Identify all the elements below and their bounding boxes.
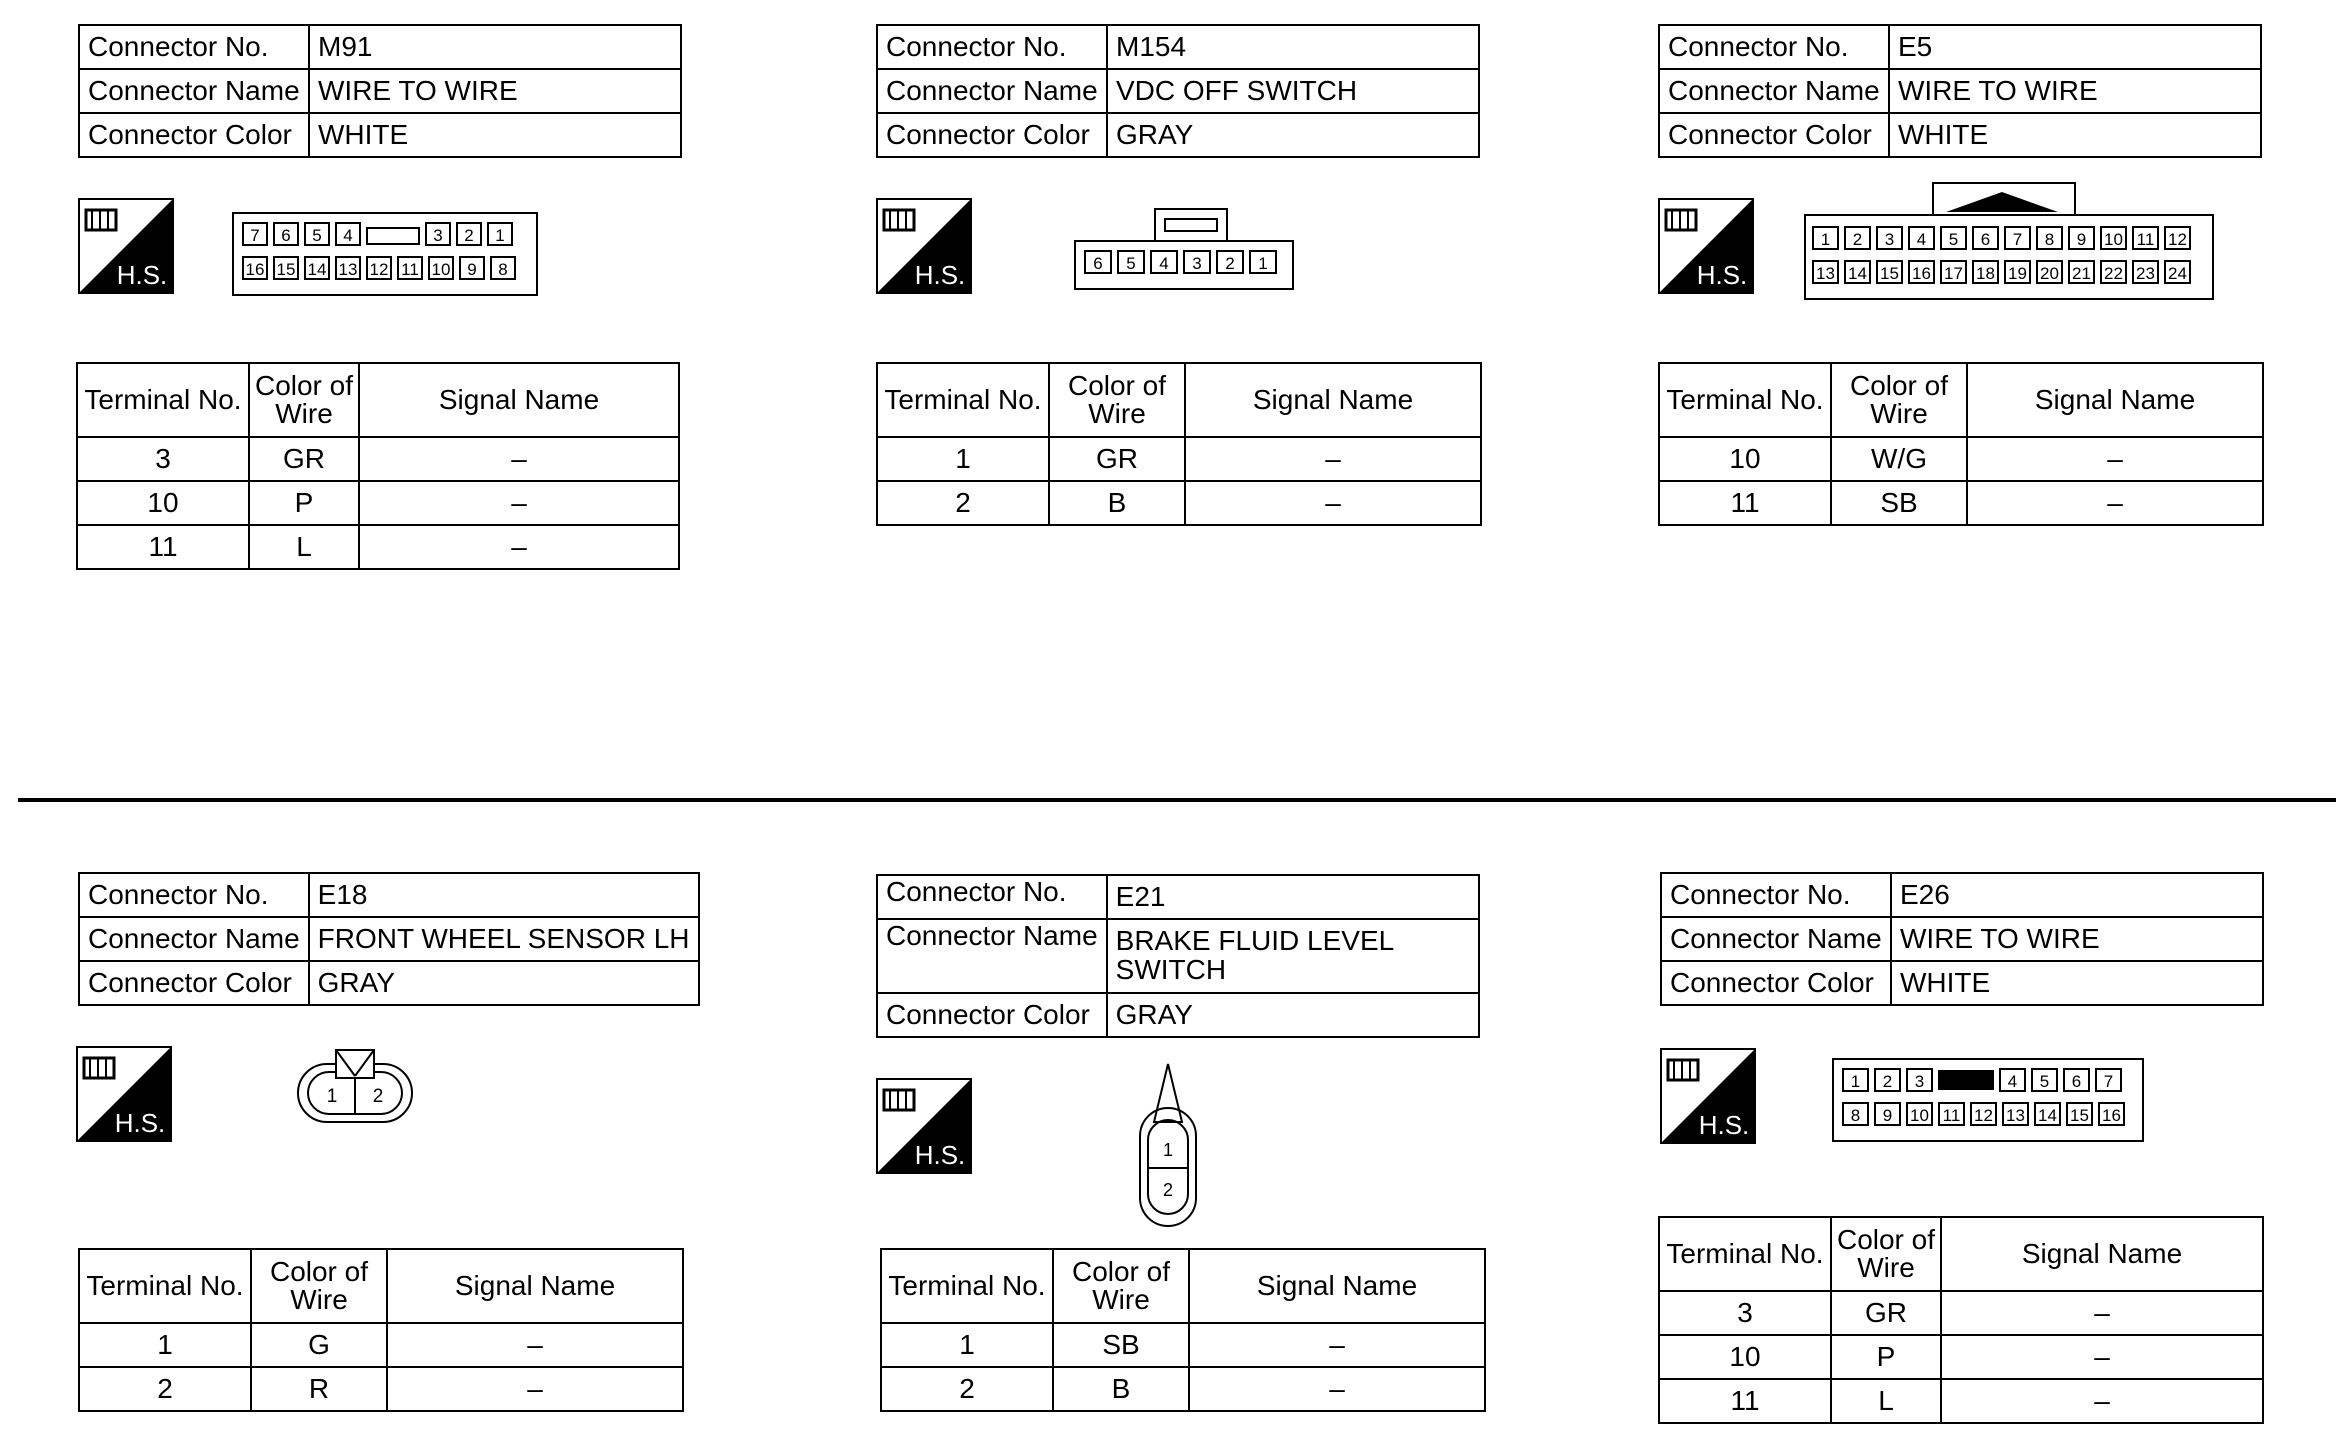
table-row: 1 G – bbox=[79, 1323, 683, 1367]
pin: 15 bbox=[2066, 1102, 2093, 1126]
lock-tab bbox=[366, 227, 420, 245]
header-signal-name: Signal Name bbox=[359, 363, 679, 437]
header-signal-name: Signal Name bbox=[387, 1249, 683, 1323]
pin: 10 bbox=[428, 256, 454, 280]
pin: 3 bbox=[1183, 250, 1211, 274]
table-row: 11 L – bbox=[77, 525, 679, 569]
pin: 9 bbox=[2068, 226, 2095, 250]
terminal-table bbox=[880, 1248, 1486, 1412]
label-connector-color: Connector Color bbox=[877, 993, 1107, 1037]
table-row: 3 GR – bbox=[1659, 1291, 2263, 1335]
svg-text:H.S.: H.S. bbox=[914, 1140, 966, 1170]
header-color-of-wire: Color of Wire bbox=[1053, 1249, 1189, 1323]
pin: 20 bbox=[2036, 260, 2063, 284]
hs-badge-icon bbox=[1660, 1048, 1756, 1144]
header-signal-name: Signal Name bbox=[1185, 363, 1481, 437]
pin: 23 bbox=[2132, 260, 2159, 284]
connector-no-value: E5 bbox=[1889, 25, 2261, 69]
table-row: 3 GR – bbox=[77, 437, 679, 481]
connector-color-value: GRAY bbox=[1107, 993, 1479, 1037]
hs-badge-icon bbox=[78, 198, 174, 294]
lock-tab bbox=[1938, 1070, 1994, 1090]
connector-color-value: WHITE bbox=[1891, 961, 2263, 1005]
label-connector-no: Connector No. bbox=[1661, 873, 1891, 917]
connector-name-value: BRAKE FLUID LEVEL SWITCH bbox=[1107, 919, 1479, 993]
connector-no-value: E26 bbox=[1891, 873, 2263, 917]
table-row: 2 B – bbox=[877, 481, 1481, 525]
label-connector-name: Connector Name bbox=[79, 917, 309, 961]
connector-info-table bbox=[876, 24, 1480, 158]
svg-text:H.S.: H.S. bbox=[1696, 260, 1748, 290]
header-color-of-wire: Color of Wire bbox=[249, 363, 359, 437]
table-row: 10 P – bbox=[77, 481, 679, 525]
pin: 11 bbox=[1938, 1102, 1965, 1126]
pin: 22 bbox=[2100, 260, 2127, 284]
hs-badge-icon bbox=[876, 1078, 972, 1174]
pin: 17 bbox=[1940, 260, 1967, 284]
label-connector-name: Connector Name bbox=[79, 69, 309, 113]
connector-panel-m154 bbox=[876, 24, 1480, 158]
connector-info-table bbox=[78, 872, 700, 1006]
connector-lock bbox=[1154, 208, 1228, 242]
pin: 5 bbox=[1117, 250, 1145, 274]
pin: 24 bbox=[2164, 260, 2191, 284]
pin: 19 bbox=[2004, 260, 2031, 284]
pin: 3 bbox=[1876, 226, 1903, 250]
terminal-table-wrap bbox=[1658, 362, 2264, 526]
pin: 8 bbox=[1842, 1102, 1869, 1126]
label-connector-color: Connector Color bbox=[877, 113, 1107, 157]
pin: 11 bbox=[397, 256, 423, 280]
table-row: 2 B – bbox=[881, 1367, 1485, 1411]
header-color-of-wire: Color of Wire bbox=[251, 1249, 387, 1323]
label-connector-color: Connector Color bbox=[1661, 961, 1891, 1005]
connector-color-value: WHITE bbox=[1889, 113, 2261, 157]
connector-face-m91 bbox=[232, 212, 538, 296]
header-color-of-wire: Color of Wire bbox=[1049, 363, 1185, 437]
pin: 9 bbox=[459, 256, 485, 280]
pin: 4 bbox=[335, 222, 361, 246]
label-connector-color: Connector Color bbox=[1659, 113, 1889, 157]
pin: 2 bbox=[372, 1086, 384, 1107]
label-connector-no: Connector No. bbox=[877, 25, 1107, 69]
header-signal-name: Signal Name bbox=[1967, 363, 2263, 437]
pin: 13 bbox=[335, 256, 361, 280]
pin: 7 bbox=[2004, 226, 2031, 250]
svg-text:H.S.: H.S. bbox=[116, 260, 168, 290]
connector-panel-m91 bbox=[78, 24, 682, 158]
connector-no-value: E18 bbox=[309, 873, 699, 917]
connector-name-value: WIRE TO WIRE bbox=[1891, 917, 2263, 961]
connector-panel-e5 bbox=[1658, 24, 2262, 158]
pin: 5 bbox=[1940, 226, 1967, 250]
label-connector-name: Connector Name bbox=[877, 919, 1107, 993]
pin: 7 bbox=[242, 222, 268, 246]
pin: 10 bbox=[2100, 226, 2127, 250]
label-connector-color: Connector Color bbox=[79, 113, 309, 157]
label-connector-name: Connector Name bbox=[1661, 917, 1891, 961]
header-terminal-no: Terminal No. bbox=[77, 363, 249, 437]
header-terminal-no: Terminal No. bbox=[881, 1249, 1053, 1323]
pin: 6 bbox=[2063, 1068, 2090, 1092]
header-terminal-no: Terminal No. bbox=[877, 363, 1049, 437]
connector-panel-e18 bbox=[78, 872, 700, 1006]
pin: 14 bbox=[304, 256, 330, 280]
table-row: 10 W/G – bbox=[1659, 437, 2263, 481]
label-connector-no: Connector No. bbox=[79, 873, 309, 917]
terminal-table bbox=[1658, 362, 2264, 526]
pin: 8 bbox=[2036, 226, 2063, 250]
pin: 16 bbox=[242, 256, 268, 280]
connector-lock bbox=[1932, 182, 2076, 216]
terminal-table-wrap bbox=[880, 1248, 1486, 1412]
table-row: 11 SB – bbox=[1659, 481, 2263, 525]
pin: 6 bbox=[1972, 226, 1999, 250]
pin: 1 bbox=[1842, 1068, 1869, 1092]
hs-badge-icon bbox=[876, 198, 972, 294]
pin: 15 bbox=[273, 256, 299, 280]
pin: 9 bbox=[1874, 1102, 1901, 1126]
pin: 11 bbox=[2132, 226, 2159, 250]
label-connector-no: Connector No. bbox=[877, 875, 1107, 919]
pin: 1 bbox=[1812, 226, 1839, 250]
pin: 5 bbox=[2031, 1068, 2058, 1092]
label-connector-name: Connector Name bbox=[877, 69, 1107, 113]
pin: 12 bbox=[2164, 226, 2191, 250]
table-row: 11 L – bbox=[1659, 1379, 2263, 1423]
connector-color-value: GRAY bbox=[309, 961, 699, 1005]
pin: 4 bbox=[1908, 226, 1935, 250]
label-connector-color: Connector Color bbox=[79, 961, 309, 1005]
hs-badge-icon bbox=[1658, 198, 1754, 294]
connector-face-e26 bbox=[1832, 1058, 2144, 1142]
table-row: 1 GR – bbox=[877, 437, 1481, 481]
connector-color-value: GRAY bbox=[1107, 113, 1479, 157]
connector-face-m154 bbox=[1074, 240, 1294, 290]
pin: 2 bbox=[1844, 226, 1871, 250]
pin: 1 bbox=[487, 222, 513, 246]
header-signal-name: Signal Name bbox=[1941, 1217, 2263, 1291]
terminal-table-wrap bbox=[1658, 1216, 2264, 1424]
svg-text:H.S.: H.S. bbox=[114, 1108, 166, 1138]
pin: 8 bbox=[490, 256, 516, 280]
pin: 21 bbox=[2068, 260, 2095, 284]
terminal-table bbox=[78, 1248, 684, 1412]
svg-text:H.S.: H.S. bbox=[914, 260, 966, 290]
header-color-of-wire: Color of Wire bbox=[1831, 1217, 1941, 1291]
table-row: 2 R – bbox=[79, 1367, 683, 1411]
pin: 3 bbox=[425, 222, 451, 246]
header-terminal-no: Terminal No. bbox=[1659, 1217, 1831, 1291]
terminal-table-wrap bbox=[78, 1248, 684, 1412]
table-row: 1 SB – bbox=[881, 1323, 1485, 1367]
label-connector-no: Connector No. bbox=[79, 25, 309, 69]
terminal-table-wrap bbox=[876, 362, 1482, 526]
pin: 7 bbox=[2095, 1068, 2122, 1092]
pin: 1 bbox=[326, 1086, 338, 1107]
hs-badge-icon bbox=[76, 1046, 172, 1142]
connector-name-value: FRONT WHEEL SENSOR LH bbox=[309, 917, 699, 961]
terminal-table-wrap bbox=[76, 362, 680, 570]
connector-no-value: M91 bbox=[309, 25, 681, 69]
pin: 13 bbox=[1812, 260, 1839, 284]
connector-face-e21 bbox=[1134, 1062, 1202, 1230]
svg-text:H.S.: H.S. bbox=[1698, 1110, 1750, 1140]
pin: 14 bbox=[1844, 260, 1871, 284]
pin: 10 bbox=[1906, 1102, 1933, 1126]
table-row: 10 P – bbox=[1659, 1335, 2263, 1379]
terminal-table bbox=[76, 362, 680, 570]
header-signal-name: Signal Name bbox=[1189, 1249, 1485, 1323]
pin: 2 bbox=[456, 222, 482, 246]
pin: 3 bbox=[1906, 1068, 1933, 1092]
connector-color-value: WHITE bbox=[309, 113, 681, 157]
pin: 2 bbox=[1216, 250, 1244, 274]
pin: 16 bbox=[2098, 1102, 2125, 1126]
pin: 2 bbox=[1874, 1068, 1901, 1092]
terminal-table bbox=[1658, 1216, 2264, 1424]
pin: 4 bbox=[1150, 250, 1178, 274]
connector-name-value: WIRE TO WIRE bbox=[1889, 69, 2261, 113]
terminal-table bbox=[876, 362, 1482, 526]
section-divider bbox=[18, 798, 2336, 802]
connector-info-table bbox=[1660, 872, 2264, 1006]
pin: 12 bbox=[366, 256, 392, 280]
header-terminal-no: Terminal No. bbox=[79, 1249, 251, 1323]
connector-panel-e26 bbox=[1660, 872, 2264, 1006]
pin: 18 bbox=[1972, 260, 1999, 284]
connector-name-value: WIRE TO WIRE bbox=[309, 69, 681, 113]
pin: 14 bbox=[2034, 1102, 2061, 1126]
pin: 1 bbox=[1249, 250, 1277, 274]
connector-name-value: VDC OFF SWITCH bbox=[1107, 69, 1479, 113]
header-terminal-no: Terminal No. bbox=[1659, 363, 1831, 437]
pin: 6 bbox=[1084, 250, 1112, 274]
pin: 16 bbox=[1908, 260, 1935, 284]
connector-info-table bbox=[876, 874, 1480, 1038]
header-color-of-wire: Color of Wire bbox=[1831, 363, 1967, 437]
connector-face-e18 bbox=[296, 1046, 414, 1126]
connector-no-value: M154 bbox=[1107, 25, 1479, 69]
connector-info-table bbox=[1658, 24, 2262, 158]
connector-info-table bbox=[78, 24, 682, 158]
pin: 6 bbox=[273, 222, 299, 246]
connector-panel-e21 bbox=[876, 874, 1480, 1038]
pin: 13 bbox=[2002, 1102, 2029, 1126]
label-connector-no: Connector No. bbox=[1659, 25, 1889, 69]
pin: 5 bbox=[304, 222, 330, 246]
pin: 1 bbox=[1162, 1140, 1174, 1160]
label-connector-name: Connector Name bbox=[1659, 69, 1889, 113]
pin: 12 bbox=[1970, 1102, 1997, 1126]
pin: 15 bbox=[1876, 260, 1903, 284]
pin: 4 bbox=[1999, 1068, 2026, 1092]
connector-no-value: E21 bbox=[1107, 875, 1479, 919]
connector-face-e5 bbox=[1804, 214, 2214, 300]
pin: 2 bbox=[1162, 1180, 1174, 1200]
